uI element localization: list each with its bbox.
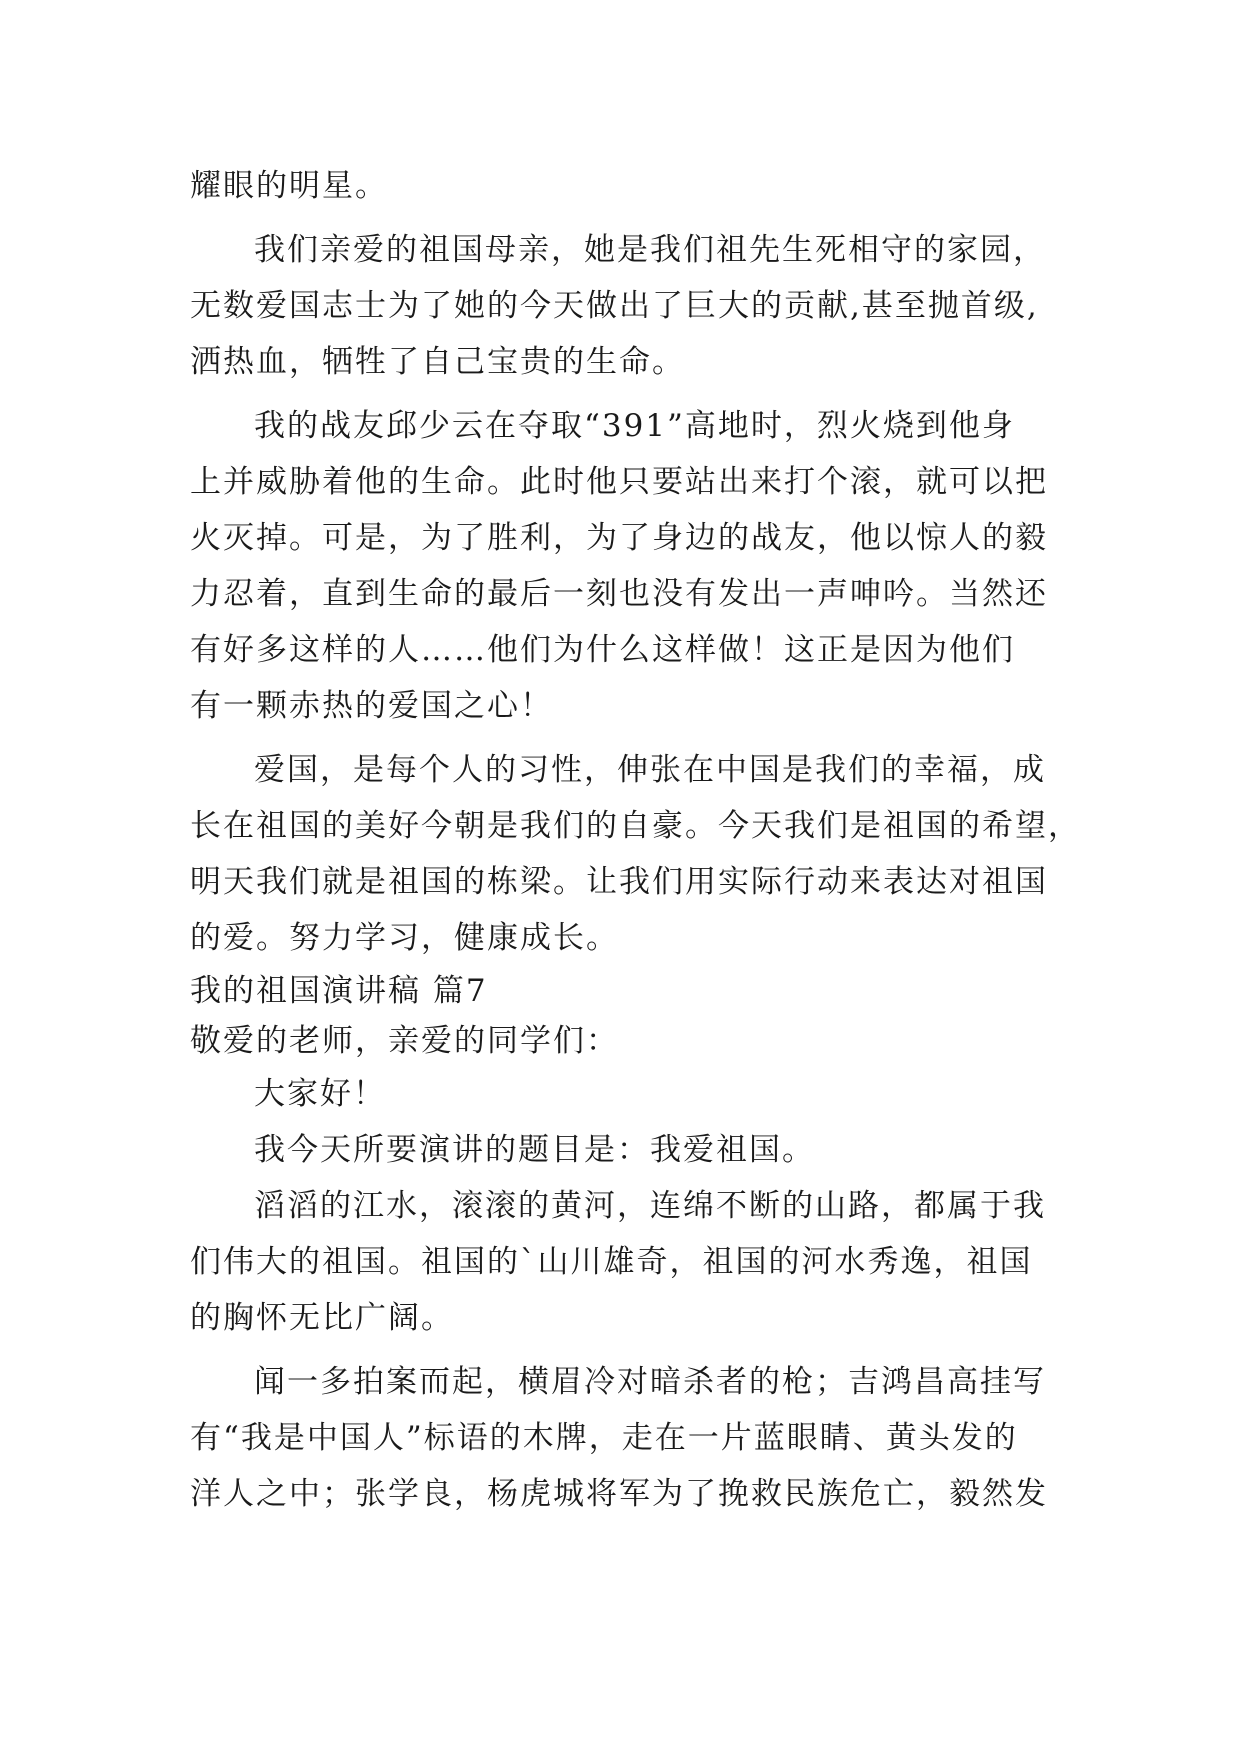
paragraph-start: 爱国，是每个人的习性，伸张在中国是我们的幸福，成 <box>254 752 1046 788</box>
text-line: 有好多这样的人……他们为什么这样做！这正是因为他们 <box>190 632 1015 668</box>
text-line: 洋人之中；张学良，杨虎城将军为了挽救民族危亡，毅然发 <box>190 1476 1048 1512</box>
text-line: 无数爱国志士为了她的今天做出了巨大的贡献,甚至抛首级, <box>190 288 1039 324</box>
text-line: 火灭掉。可是，为了胜利，为了身边的战友，他以惊人的毅 <box>190 520 1048 556</box>
text-line: 力忍着，直到生命的最后一刻也没有发出一声呻吟。当然还 <box>190 576 1048 612</box>
text-line: 的爱。努力学习，健康成长。 <box>190 920 619 956</box>
salutation: 敬爱的老师，亲爱的同学们： <box>190 1023 619 1059</box>
text-line: 长在祖国的美好今朝是我们的自豪。今天我们是祖国的希望， <box>190 808 1081 844</box>
paragraph-start: 我的战友邱少云在夺取“391”高地时，烈火烧到他身 <box>254 408 1015 444</box>
document-body <box>190 158 1090 1522</box>
greeting: 大家好！ <box>254 1076 386 1112</box>
section-heading: 我的祖国演讲稿 篇7 <box>190 973 488 1009</box>
paragraph-start: 闻一多拍案而起，横眉冷对暗杀者的枪；吉鸿昌高挂写 <box>254 1364 1046 1400</box>
text-line: 洒热血，牺牲了自己宝贵的生命。 <box>190 344 685 380</box>
text-line: 耀眼的明星。 <box>190 168 388 204</box>
paragraph-start: 我今天所要演讲的题目是：我爱祖国。 <box>254 1132 815 1168</box>
text-line: 明天我们就是祖国的栋梁。让我们用实际行动来表达对祖国 <box>190 864 1048 900</box>
text-line: 上并威胁着他的生命。此时他只要站出来打个滚，就可以把 <box>190 464 1048 500</box>
text-line: 的胸怀无比广阔。 <box>190 1300 454 1336</box>
paragraph-start: 我们亲爱的祖国母亲，她是我们祖先生死相守的家园， <box>254 232 1046 268</box>
paragraph-start: 滔滔的江水，滚滚的黄河，连绵不断的山路，都属于我 <box>254 1188 1046 1224</box>
text-line: 们伟大的祖国。祖国的`山川雄奇，祖国的河水秀逸，祖国 <box>190 1244 1033 1280</box>
text-line: 有“我是中国人”标语的木牌，走在一片蓝眼睛、黄头发的 <box>190 1420 1018 1456</box>
text-line: 有一颗赤热的爱国之心！ <box>190 688 553 724</box>
